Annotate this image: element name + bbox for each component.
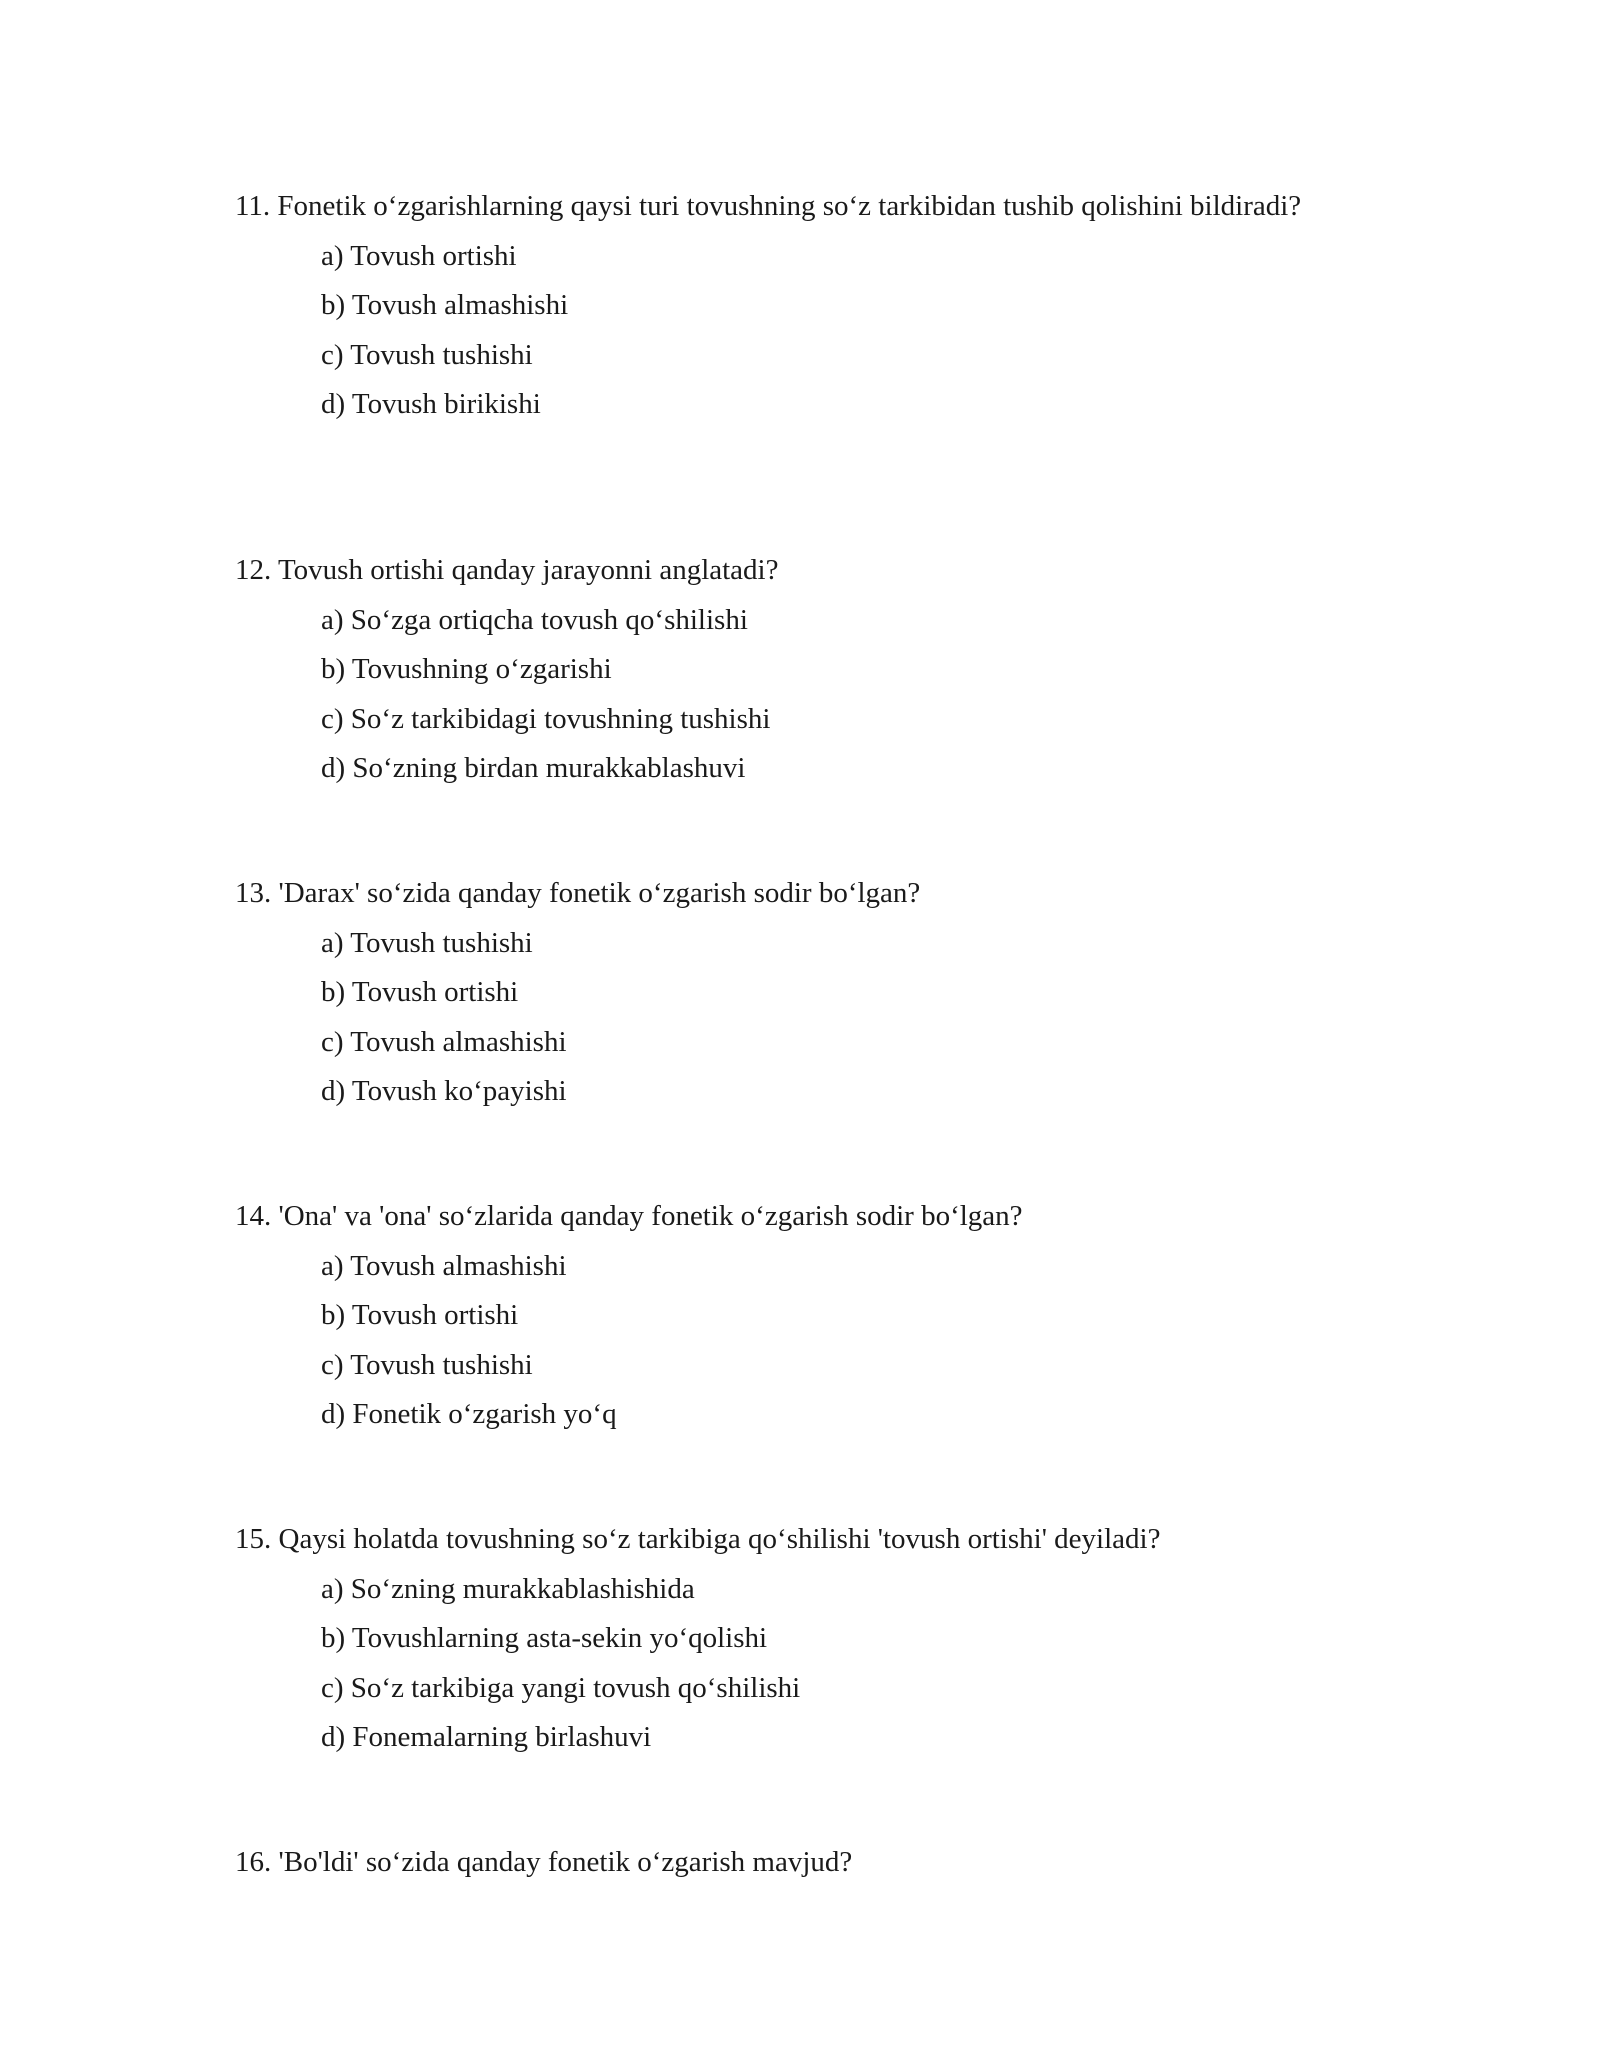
question-text: 15. Qaysi holatda tovushning so‘z tarkibiga qo‘shilishi 'tovush ortishi' deyiladi? (235, 1523, 1161, 1555)
option-d: d) Tovush ko‘payishi (321, 1074, 567, 1107)
option-b: b) Tovush almashishi (321, 289, 569, 322)
option-a: a) So‘zning murakkablashishida (321, 1573, 695, 1605)
question-11 (235, 186, 1325, 433)
option-b: b) Tovushlarning asta-sekin yo‘qolishi (321, 1622, 768, 1655)
option-b: b) Tovush ortishi (321, 1299, 519, 1332)
question-16 (235, 1842, 1325, 1882)
option-a: a) Tovush tushishi (321, 927, 533, 959)
option-c: c) So‘z tarkibidagi tovushning tushishi (321, 702, 771, 735)
question-12 (235, 550, 1325, 797)
option-c: c) Tovush tushishi (321, 1348, 533, 1381)
question-text: 16. 'Bo'ldi' so‘zida qanday fonetik o‘zgarish mavjud? (235, 1846, 853, 1878)
option-b: b) Tovushning o‘zgarishi (321, 653, 612, 686)
question-text: 14. 'Ona' va 'ona' so‘zlarida qanday fonetik o‘zgarish sodir bo‘lgan? (235, 1200, 1023, 1232)
option-d: d) Fonemalarning birlashuvi (321, 1720, 652, 1753)
option-b: b) Tovush ortishi (321, 976, 519, 1009)
option-a: a) So‘zga ortiqcha tovush qo‘shilishi (321, 604, 748, 636)
option-list (235, 1569, 1325, 1766)
option-d: d) Fonetik o‘zgarish yo‘q (321, 1397, 617, 1430)
option-list (235, 1246, 1325, 1443)
question-14 (235, 1196, 1325, 1443)
option-c: c) So‘z tarkibiga yangi tovush qo‘shilishi (321, 1671, 801, 1704)
option-list (235, 236, 1325, 433)
question-text: 13. 'Darax' so‘zida qanday fonetik o‘zgarish sodir bo‘lgan? (235, 877, 921, 909)
question-text: 11. Fonetik o‘zgarishlarning qaysi turi tovushning so‘z tarkibidan tushib qolishini bildiradi? (235, 190, 1302, 222)
option-a: a) Tovush ortishi (321, 240, 517, 272)
question-15 (235, 1519, 1325, 1766)
question-text: 12. Tovush ortishi qanday jarayonni anglatadi? (235, 554, 779, 586)
option-d: d) Tovush birikishi (321, 387, 541, 420)
option-list (235, 923, 1325, 1120)
option-c: c) Tovush almashishi (321, 1025, 567, 1058)
question-13 (235, 873, 1325, 1120)
option-list (235, 600, 1325, 797)
option-a: a) Tovush almashishi (321, 1250, 567, 1282)
option-d: d) So‘zning birdan murakkablashuvi (321, 751, 746, 784)
option-c: c) Tovush tushishi (321, 338, 533, 371)
